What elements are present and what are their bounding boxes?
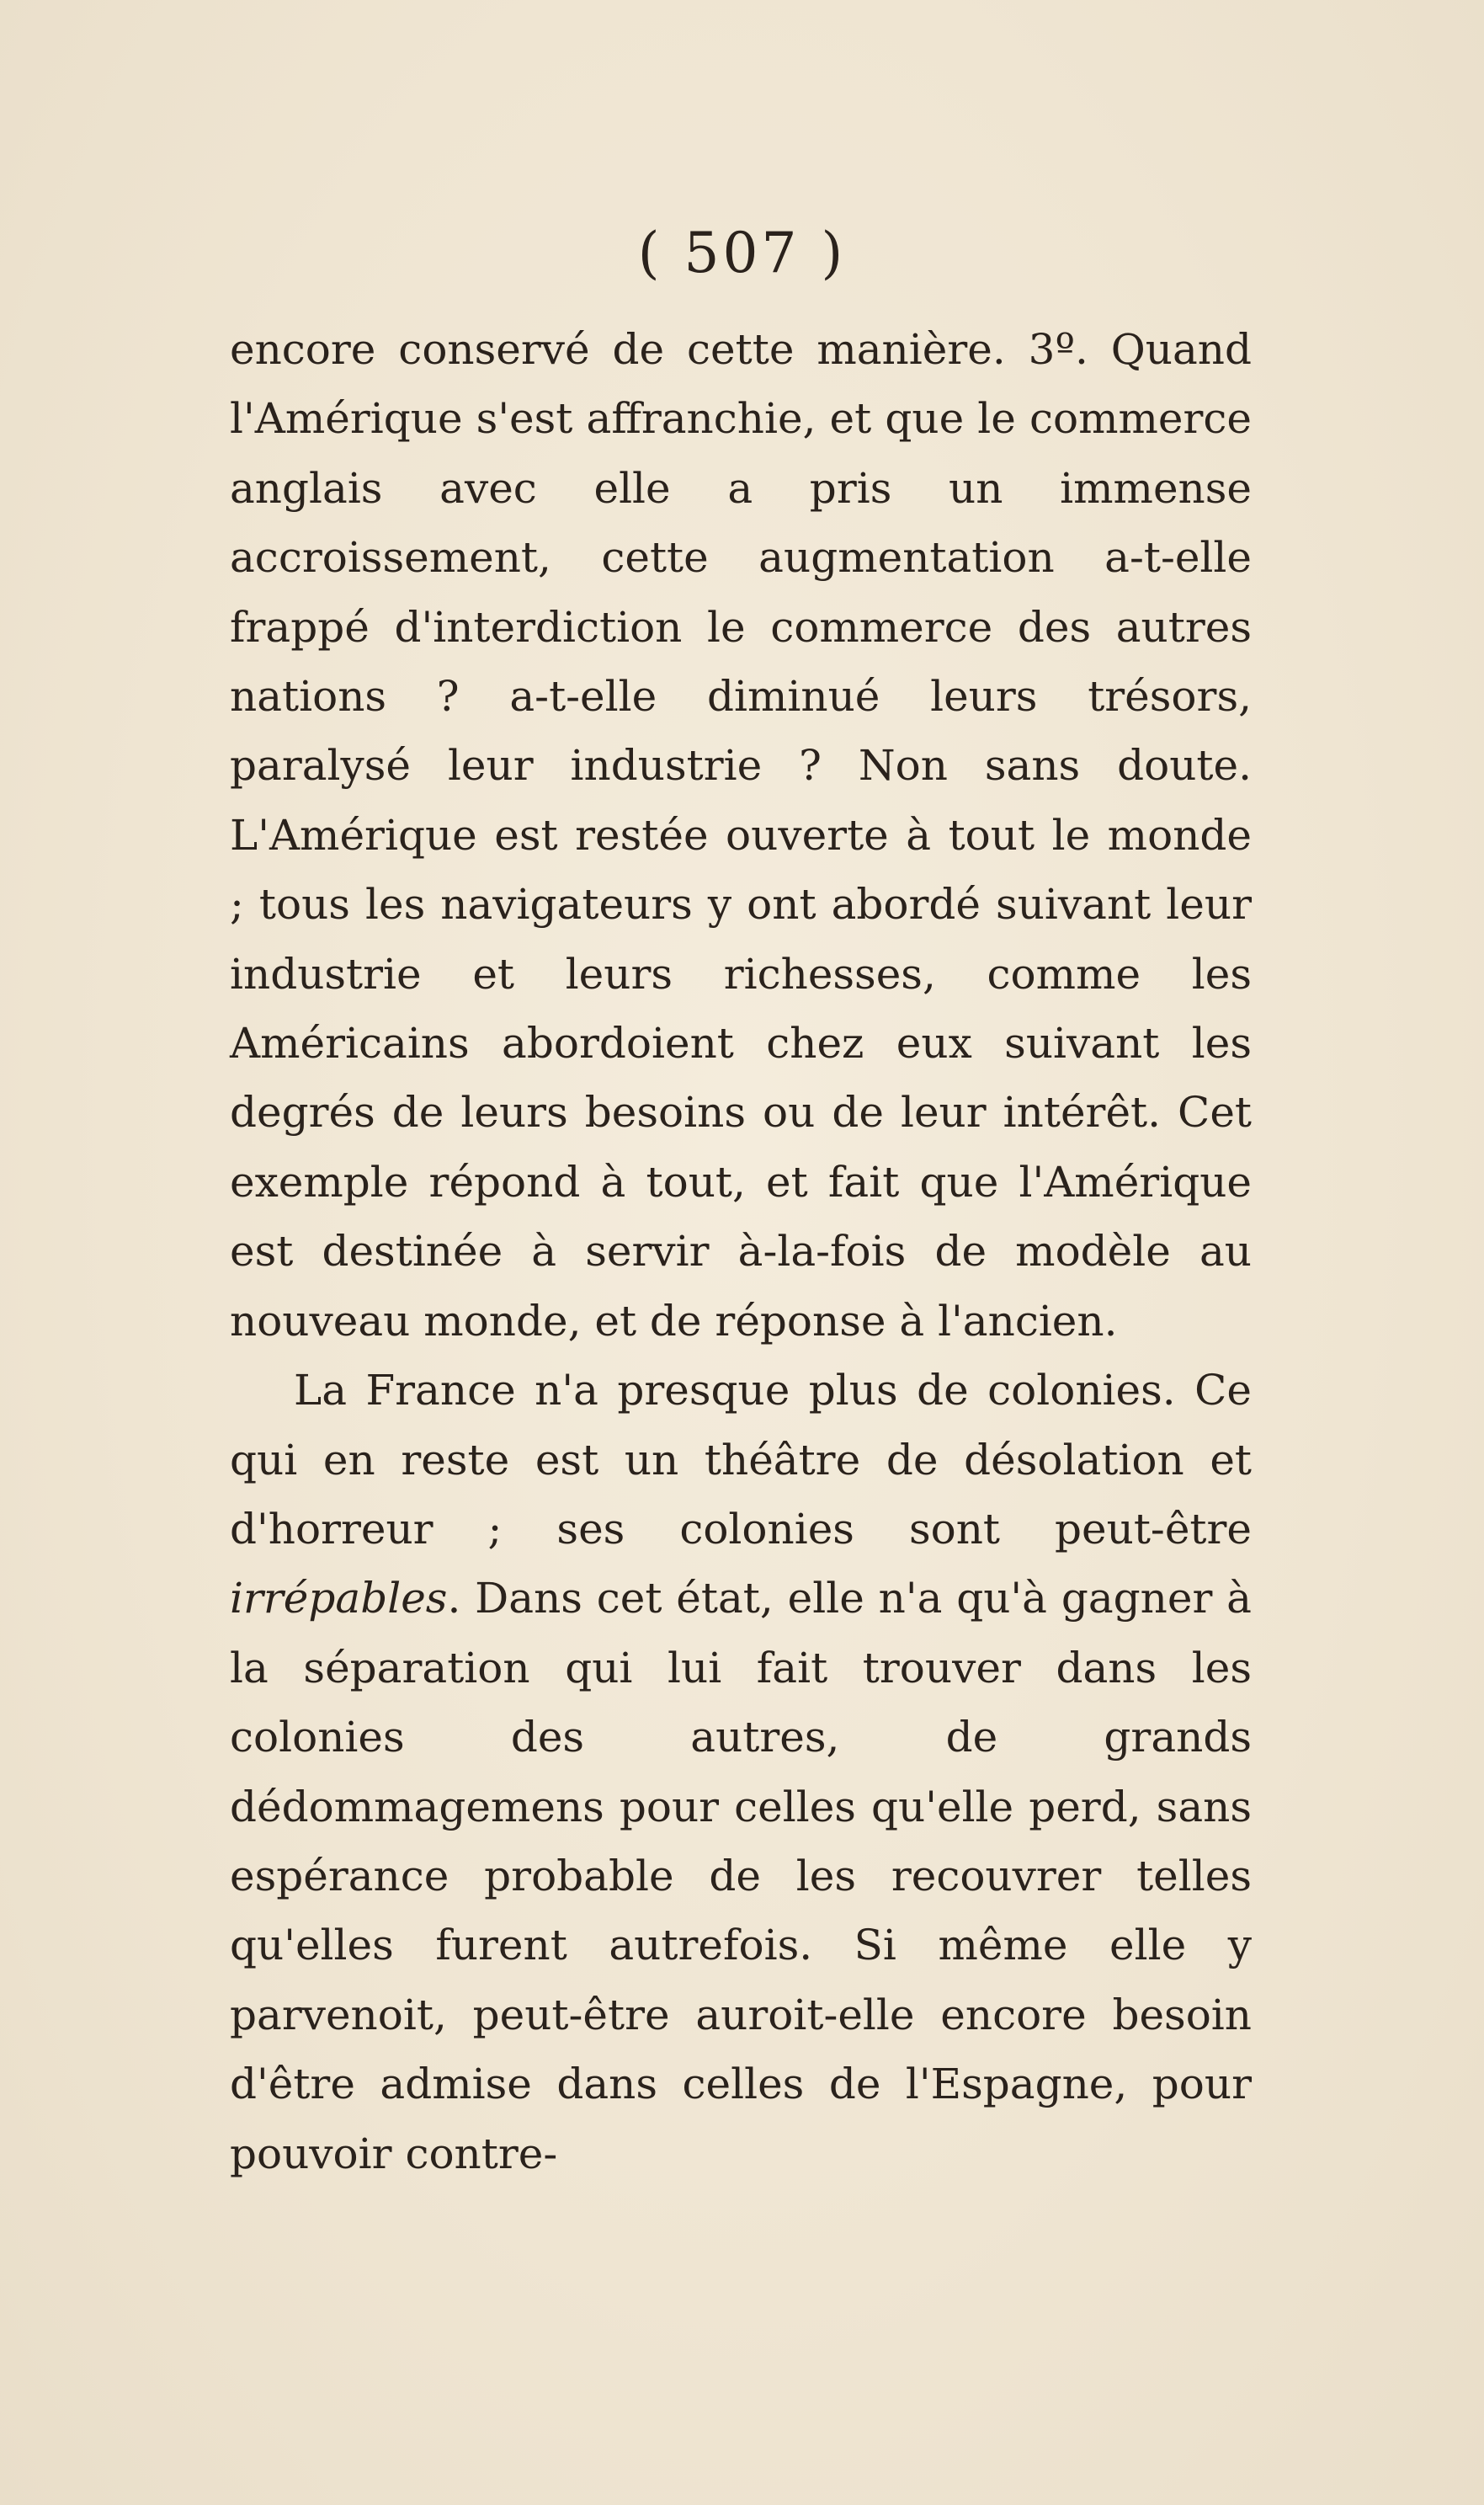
- paragraph-2-text-end: . Dans cet état, elle n'a qu'à gagner à la séparation qui lui fait trouver dans les colonies des autres, de grands dédommagemens pour celles qu'elle perd, sans espérance probable de les recouvrer telles qu'elles furent autrefois. Si même elle y parvenoit, peut-être auroit-elle encore besoin d'être admise dans celles de l'Espagne, pour pouvoir contre-: [230, 1574, 1252, 2178]
- body-text: [230, 315, 1252, 2188]
- paragraph-2-text-start: La France n'a presque plus de colonies. Ce qui en reste est un théâtre de désolation et d'horreur ; ses colonies sont peut-être: [230, 1366, 1252, 1554]
- page-number: ( 507 ): [637, 221, 847, 285]
- paragraph-2: [230, 1356, 1252, 2188]
- italic-word: irrépables: [230, 1574, 448, 1623]
- paragraph-1: encore conservé de cette manière. 3º. Quand l'Amérique s'est affranchie, et que le commerce anglais avec elle a pris un immense accroissement, cette augmentation a-t-elle frappé d'interdiction le commerce des autres nations ? a-t-elle diminué leurs trésors, paralysé leur industrie ? Non sans doute. L'Amérique est restée ouverte à tout le monde ; tous les navigateurs y ont abordé suivant leur industrie et leurs richesses, comme les Américains abordoient chez eux suivant les degrés de leurs besoins ou de leur intérêt. Cet exemple répond à tout, et fait que l'Amérique est destinée à servir à-la-fois de modèle au nouveau monde, et de réponse à l'ancien.: [230, 325, 1252, 1346]
